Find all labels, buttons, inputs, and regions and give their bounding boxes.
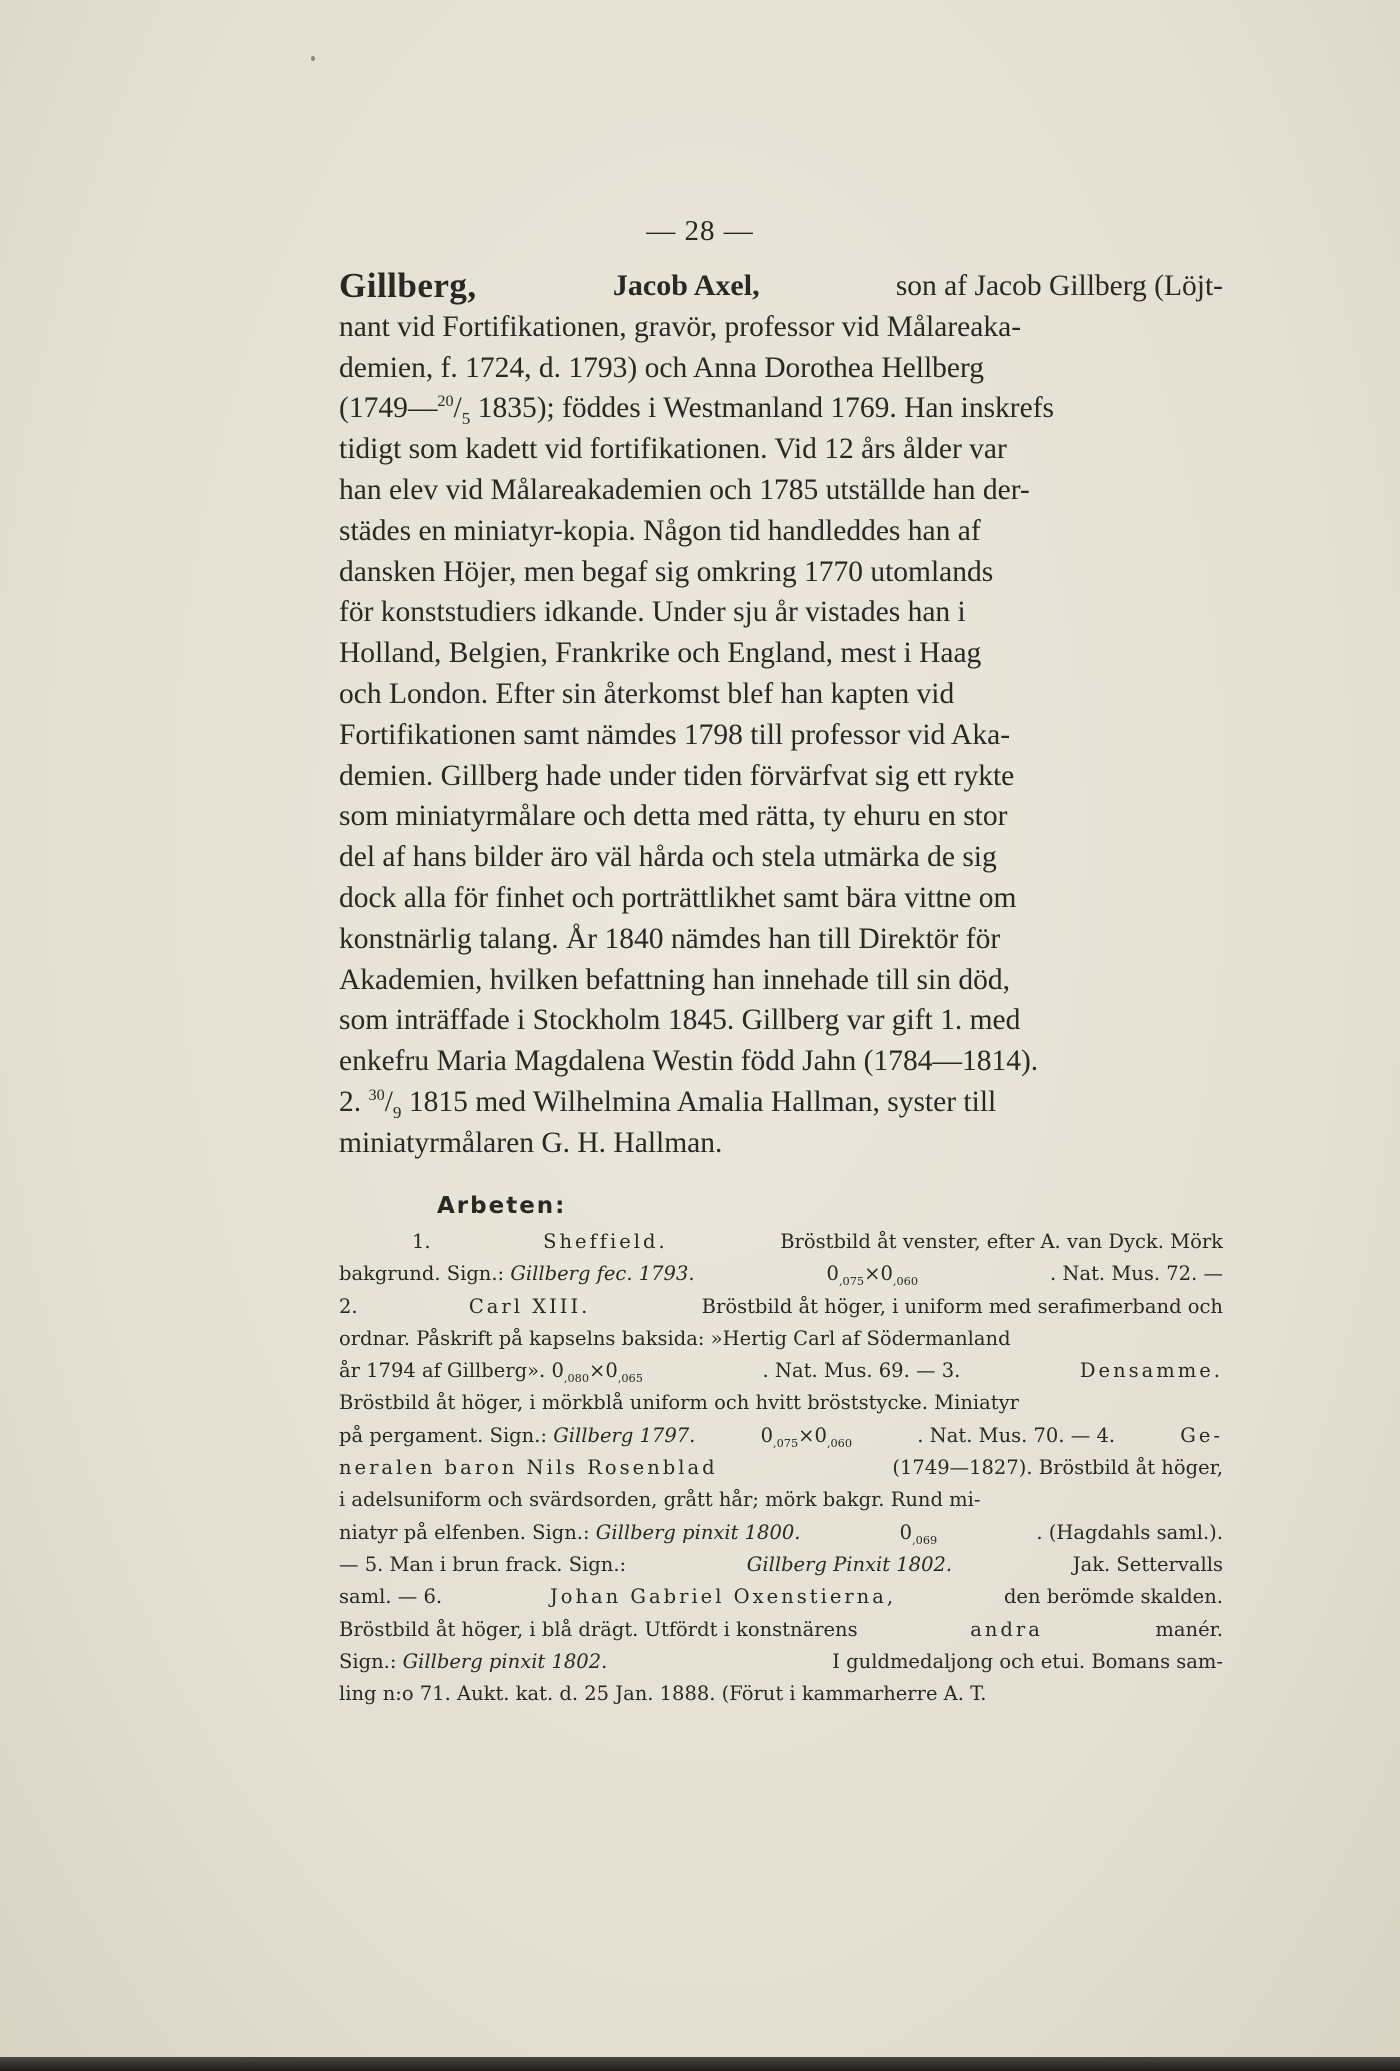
text-line: för konststudiers idkande. Under sju år vistades han i: [339, 596, 966, 629]
text-line: Bröstbild åt höger, i mörkblå uniform och hvitt bröststycke. Miniatyr: [339, 1391, 1019, 1415]
text-line: del af hans bilder äro väl hårda och stela utmärka de sig: [339, 841, 997, 874]
text-line: dansken Höjer, men begaf sig omkring 1770 utomlands: [339, 555, 994, 588]
text-line: Sign.: Gillberg pinxit 1802. I guldmedaljong och etui. Bomans sam-: [339, 1649, 1223, 1673]
text-line: dock alla för finhet och porträttlikhet samt bära vittne om: [339, 881, 1017, 914]
text-segment: 2. $^{30}/_9$ 1815 med Wilhelmina Amalia Hallman, syster till: [339, 1085, 997, 1122]
text-line: ordnar. Påskrift på kapselns baksida: »Hertig Carl af Södermanland: [339, 1326, 1011, 1350]
text-line: 1. Sheffield. Bröstbild åt venster, efter A. van Dyck. Mörk: [412, 1230, 1223, 1253]
text-line: han elev vid Målareakademien och 1785 utställde han der-: [339, 473, 1030, 506]
text-line: — 5. Man i brun frack. Sign.: Gillberg Pinxit 1802. Jak. Settervalls: [339, 1552, 1223, 1576]
text-line: [339, 388, 1223, 429]
text-line: år 1794 af Gillberg». $0_{,080}\times 0_{,065}$ . Nat. Mus. 69. — 3. Densamme.: [339, 1359, 1223, 1386]
text-line: niatyr på elfenben. Sign.: Gillberg pinxit 1800. $0_{,069}$ . (Hagdahls saml.).: [339, 1520, 1223, 1547]
text-line: städes en miniatyr-kopia. Någon tid handleddes han af: [339, 514, 981, 547]
text-line: demien. Gillberg hade under tiden förvärfvat sig ett rykte: [339, 759, 1015, 792]
text-line: nant vid Fortifikationen, gravör, professor vid Målareaka-: [339, 310, 1022, 343]
text-line: Holland, Belgien, Frankrike och England, mest i Haag: [339, 637, 982, 670]
text-line: demien, f. 1724, d. 1793) och Anna Dorothea Hellberg: [339, 351, 985, 384]
works-list: [339, 1226, 1223, 1710]
text-line: saml. — 6. Johan Gabriel Oxenstierna, den berömde skalden.: [339, 1585, 1223, 1609]
text-line: enkefru Maria Magdalena Westin född Jahn (1784—1814).: [339, 1045, 1039, 1078]
text-line: miniatyrmålaren G. H. Hallman.: [339, 1126, 723, 1159]
text-segment: ($1749—^{20}/_5$ 1835); föddes i Westmanland 1769. Han inskrefs: [339, 392, 1055, 429]
text-line: neralen baron Nils Rosenblad (1749—1827). Bröstbild åt höger,: [339, 1456, 1223, 1480]
page-bottom-edge: [0, 2057, 1400, 2071]
text-segment: son af Jacob Gillberg (Löjt-: [895, 270, 1223, 302]
text-line: bakgrund. Sign.: Gillberg fec. 1793. $0_{,075}\times 0_{,060}$ . Nat. Mus. 72. —: [339, 1262, 1223, 1289]
ink-speck: [311, 56, 315, 61]
text-line: 2. Carl XIII. Bröstbild åt höger, i uniform med serafimerband och: [339, 1294, 1223, 1318]
entry-surname: Gillberg,: [339, 266, 477, 305]
entry-given-names: Jacob Axel,: [612, 269, 760, 302]
text-line: Akademien, hvilken befattning han innehade till sin död,: [339, 963, 1010, 996]
text-line: på pergament. Sign.: Gillberg 1797. $0_{,075}\times 0_{,060}$ . Nat. Mus. 70. — 4. Ge-: [339, 1423, 1223, 1450]
text-line: Bröstbild åt höger, i blå drägt. Utfördt i konstnärens andra manér.: [339, 1617, 1223, 1641]
page-number: — 28 —: [646, 215, 754, 247]
text-line: ling n:o 71. Aukt. kat. d. 25 Jan. 1888. (Förut i kammarherre A. T.: [339, 1682, 987, 1706]
works-heading: Arbeten:: [437, 1193, 567, 1219]
text-line: som inträffade i Stockholm 1845. Gillberg var gift 1. med: [339, 1004, 1021, 1037]
text-line: Fortifikationen samt nämdes 1798 till professor vid Aka-: [339, 718, 1011, 751]
biography-paragraph: [339, 266, 1223, 1164]
text-line: tidigt som kadett vid fortifikationen. Vid 12 års ålder var: [339, 433, 1007, 466]
text-line: i adelsuniform och svärdsorden, grått hår; mörk bakgr. Rund mi-: [339, 1488, 981, 1512]
text-line: [339, 1082, 1223, 1123]
text-line: konstnärlig talang. År 1840 nämdes han till Direktör för: [339, 922, 1001, 955]
text-line: och London. Efter sin återkomst blef han kapten vid: [339, 677, 955, 710]
text-line: som miniatyrmålare och detta med rätta, ty ehuru en stor: [339, 800, 1008, 833]
text-line: [339, 266, 1223, 307]
